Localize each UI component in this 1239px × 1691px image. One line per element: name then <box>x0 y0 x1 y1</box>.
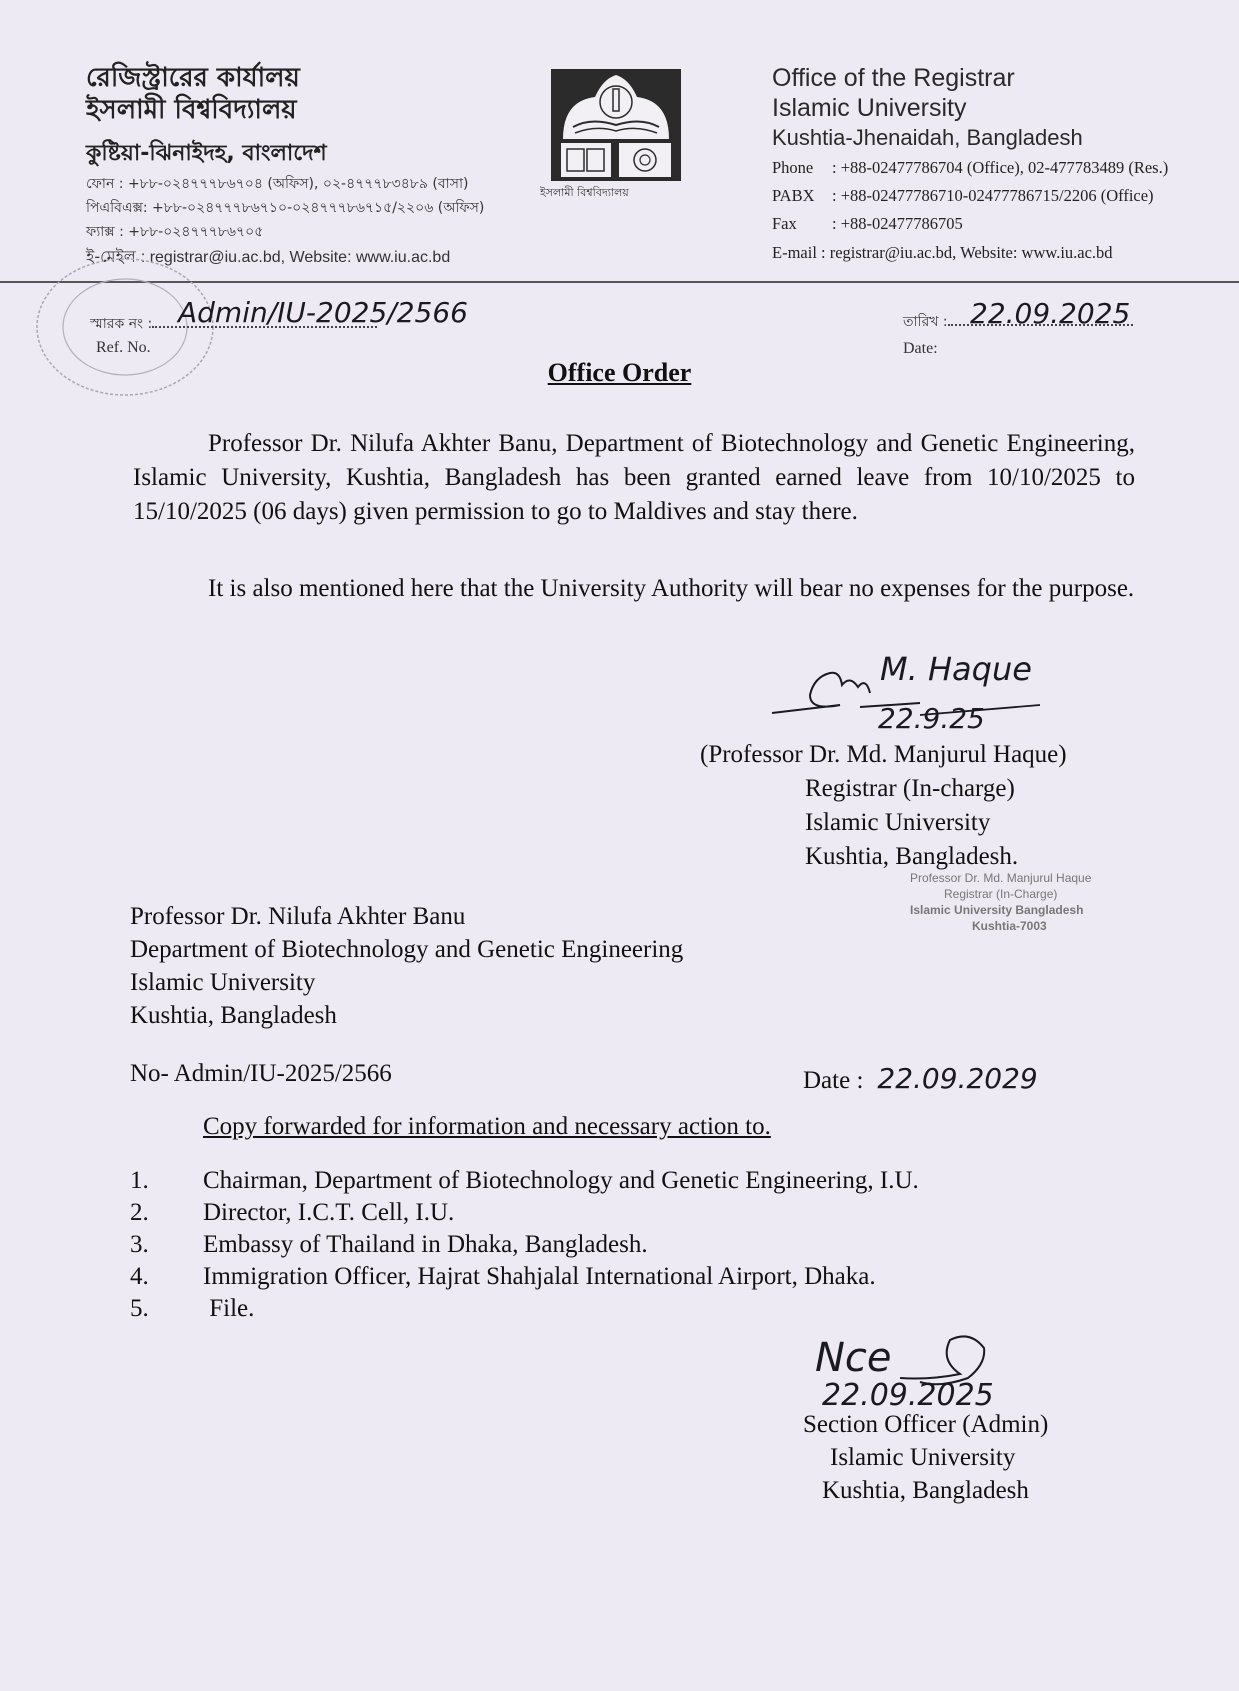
section-officer-designation: Section Officer (Admin) <box>803 1411 1049 1438</box>
section-officer-location: Kushtia, Bangladesh <box>822 1477 1029 1504</box>
recipient-location: Kushtia, Bangladesh <box>130 1002 337 1029</box>
stamp-line-2: Registrar (In-Charge) <box>944 887 1058 901</box>
registrar-location: Kushtia, Bangladesh. <box>805 843 1019 870</box>
letterhead-bn-email-label: ই-মেইল <box>86 247 136 266</box>
letterhead-bn-pabx: পিএবিএক্স: +৮৮-০২৪৭৭৭৮৬৭১০-০২৪৭৭৭৮৬৭১৫/২২০৬ (অফিস) <box>86 200 485 216</box>
ref-label-bn: স্মারক নং : <box>90 312 377 336</box>
stamp-line-4: Kushtia-7003 <box>972 919 1047 933</box>
letterhead-en-phone-line <box>772 158 1168 178</box>
phone-label: Phone <box>772 158 814 177</box>
registrar-name: (Professor Dr. Md. Manjurul Haque) <box>700 741 1067 768</box>
letterhead-bn-title-line2: ইসলামী বিশ্ববিদ্যালয় <box>86 95 297 125</box>
date-value: 22.09.2025 <box>970 297 1131 330</box>
section-officer-details <box>822 1441 1029 1507</box>
letterhead-bn-title <box>86 62 300 126</box>
letterhead-bn-title-line1: রেজিস্ট্রারের কার্যালয় <box>86 63 300 93</box>
letterhead-bn-address: কুষ্টিয়া-ঝিনাইদহ, বাংলাদেশ <box>86 141 327 166</box>
letterhead-en-title <box>772 63 1015 123</box>
phone-value: : +88-02477786704 (Office), 02-477783489 (Res.) <box>832 158 1169 177</box>
list-item: 3. Embassy of Thailand in Dhaka, Bangladesh. <box>130 1231 648 1258</box>
registrar-signature: M. Haque <box>880 650 1032 688</box>
recipient-name: Professor Dr. Nilufa Akhter Banu <box>130 903 466 930</box>
recipient-institution: Islamic University <box>130 969 316 996</box>
letterhead-bn-email: : registrar@iu.ac.bd, Website: www.iu.ac.bd <box>140 249 451 266</box>
letterhead-bn-phone: ফোন : +৮৮-০২৪৭৭৭৮৬৭০৪ (অফিস), ০২-৪৭৭৭৮৩৪৮৯ (বাসা) <box>86 176 469 192</box>
ref-number: Admin/IU-2025/2566 <box>178 296 468 329</box>
ref-label-en: Ref. No. <box>96 339 151 356</box>
list-item: 4. Immigration Officer, Hajrat Shahjalal International Airport, Dhaka. <box>130 1263 876 1290</box>
university-logo <box>551 69 681 181</box>
copy-recipients-list <box>130 1165 919 1325</box>
letterhead-en-pabx-line <box>772 186 1154 206</box>
memo-date-label: Date : <box>803 1067 864 1094</box>
list-item: 5. File. <box>130 1295 255 1322</box>
letterhead-en-title-line2: Islamic University <box>772 94 967 122</box>
section-officer-signed-date: 22.09.2025 <box>822 1378 994 1413</box>
fax-label: Fax <box>772 214 797 233</box>
body-paragraph-1: Professor Dr. Nilufa Akhter Banu, Department of Biotechnology and Genetic Engineering, Islamic University, Kushtia, Bangladesh has been granted earned leave from 10/10/2025 to 15/10/2025 (06 days) given permission to go to Maldives and stay there. <box>133 430 1135 525</box>
letterhead-en-address: Kushtia-Jhenaidah, Bangladesh <box>772 125 1083 150</box>
section-officer-institution: Islamic University <box>830 1444 1016 1471</box>
university-logo-icon <box>551 69 681 181</box>
letterhead-bn-fax: ফ্যাক্স : +৮৮-০২৪৭৭৭৮৬৭০৫ <box>86 224 264 240</box>
recipient-address <box>130 900 683 1032</box>
document-title: Office Order <box>547 358 692 387</box>
registrar-designation: Registrar (In-charge) <box>805 775 1015 802</box>
letterhead-en-email: E-mail : registrar@iu.ac.bd, Website: www.iu.ac.bd <box>772 243 1113 262</box>
list-item: 1. Chairman, Department of Biotechnology and Genetic Engineering, I.U. <box>130 1167 919 1194</box>
logo-caption: ইসলামী বিশ্ববিদ্যালয় <box>540 186 629 199</box>
registrar-institution: Islamic University <box>805 809 991 836</box>
registrar-signed-date: 22.9.25 <box>878 702 985 735</box>
fax-value: : +88-02477786705 <box>832 214 963 233</box>
stamp-line-1: Professor Dr. Md. Manjurul Haque <box>910 871 1092 885</box>
registrar-stamp <box>910 870 1091 934</box>
list-item: 2. Director, I.C.T. Cell, I.U. <box>130 1199 455 1226</box>
letterhead-en-title-line1: Office of the Registrar <box>772 64 1015 92</box>
registrar-details <box>805 772 1018 874</box>
letterhead-en-fax-line <box>772 214 963 234</box>
body-paragraph-2: It is also mentioned here that the University Authority will bear no expenses for the purpose. <box>208 575 1135 602</box>
section-officer-signature: Nce <box>815 1335 892 1381</box>
memo-date-value: 22.09.2029 <box>877 1062 1038 1095</box>
date-label-en: Date: <box>903 340 938 357</box>
memo-number: No- Admin/IU-2025/2566 <box>130 1060 392 1087</box>
memo-date <box>803 1062 1038 1095</box>
recipient-department: Department of Biotechnology and Genetic Engineering <box>130 936 684 963</box>
stamp-line-3: Islamic University Bangladesh <box>910 903 1084 917</box>
date-label-bn: তারিখ : <box>903 310 1133 334</box>
pabx-value: : +88-02477786710-02477786715/2206 (Office) <box>832 186 1154 205</box>
pabx-label: PABX <box>772 186 815 205</box>
copy-forwarded-heading: Copy forwarded for information and necessary action to. <box>203 1113 771 1140</box>
